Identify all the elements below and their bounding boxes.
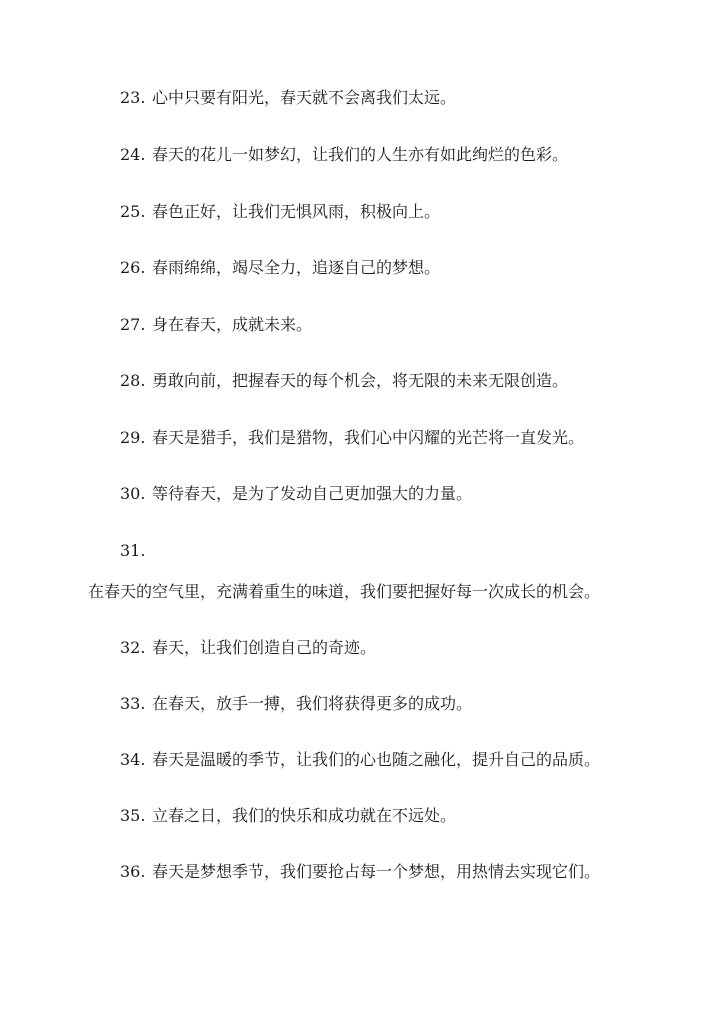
item-number: 33. [120,694,146,713]
list-item [120,428,584,448]
item-text: 身在春天，成就未来。 [152,315,313,334]
list-item [120,371,568,391]
item-text: 春天的花儿一如梦幻，让我们的人生亦有如此绚烂的色彩。 [152,145,569,164]
item-number: 29. [120,428,146,447]
list-item [120,750,600,770]
list-item [120,862,600,882]
item-number: 24. [120,145,146,164]
item-number: 31. [120,541,146,560]
item-text: 立春之日，我们的快乐和成功就在不远处。 [152,806,457,825]
item-text: 心中只要有阳光，春天就不会离我们太远。 [152,88,457,107]
list-item [120,315,312,335]
item-number: 23. [120,88,146,107]
item-text: 在春天，放手一搏，我们将获得更多的成功。 [152,694,473,713]
item-number: 32. [120,638,146,657]
item-number: 30. [120,484,146,503]
list-item [120,694,472,714]
item-number: 25. [120,202,146,221]
item-number: 26. [120,258,146,277]
list-item [120,484,472,504]
list-item [120,638,376,658]
item-text: 等待春天，是为了发动自己更加强大的力量。 [152,484,473,503]
list-item-number-only [120,541,152,561]
list-item-wrapped-text: 在春天的空气里，充满着重生的味道，我们要把握好每一次成长的机会。 [88,582,601,601]
item-text: 春天是梦想季节，我们要抢占每一个梦想，用热情去实现它们。 [152,862,601,881]
item-text: 勇敢向前，把握春天的每个机会，将无限的未来无限创造。 [152,371,569,390]
list-item [120,88,456,108]
item-number: 36. [120,862,146,881]
list-item [120,806,456,826]
item-number: 28. [120,371,146,390]
list-item [120,258,440,278]
item-number: 34. [120,750,146,769]
item-text: 春雨绵绵，竭尽全力，追逐自己的梦想。 [152,258,441,277]
item-number: 27. [120,315,146,334]
item-text: 春色正好，让我们无惧风雨，积极向上。 [152,202,441,221]
item-text: 春天，让我们创造自己的奇迹。 [152,638,377,657]
list-item [120,202,440,222]
item-text: 春天是温暖的季节，让我们的心也随之融化，提升自己的品质。 [152,750,601,769]
item-number: 35. [120,806,146,825]
item-text: 春天是猎手，我们是猎物，我们心中闪耀的光芒将一直发光。 [152,428,585,447]
list-item [120,145,568,165]
